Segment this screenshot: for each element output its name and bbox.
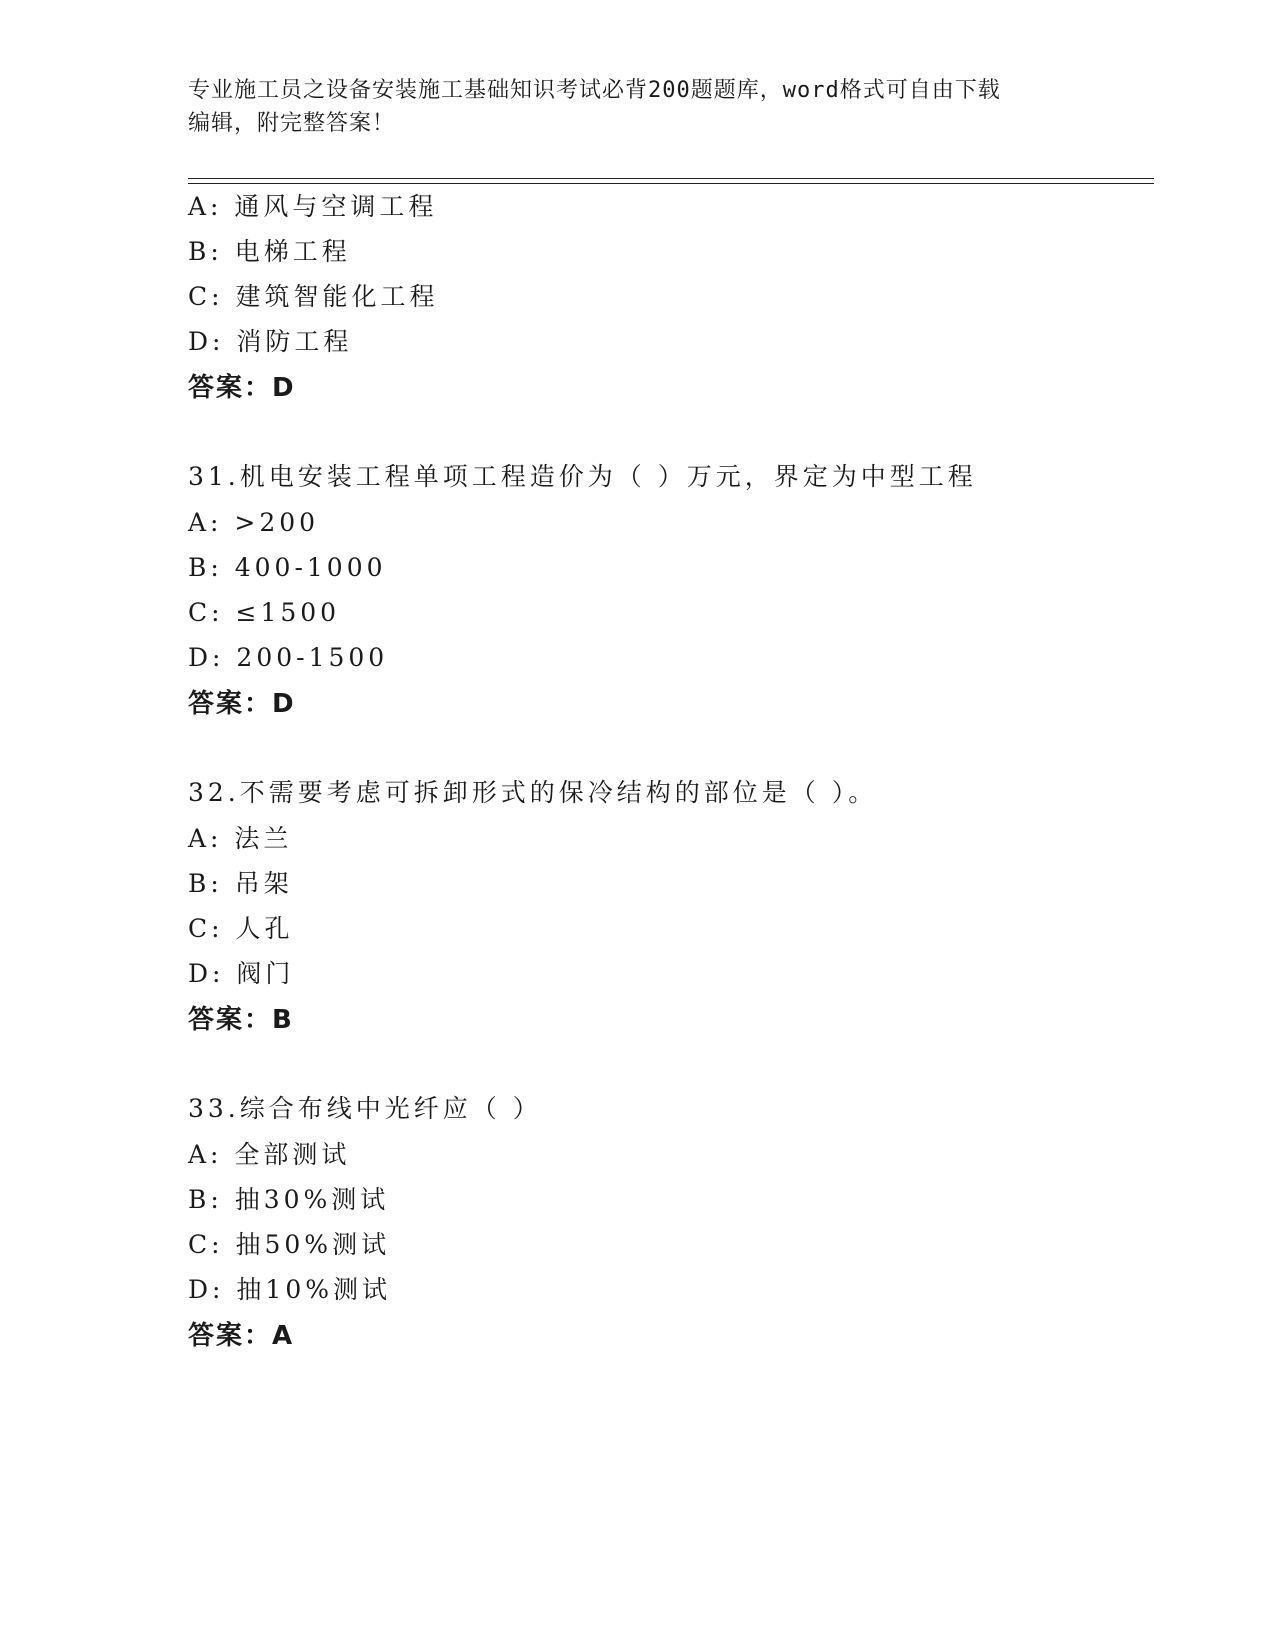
q31-answer: 答案：D [188, 689, 296, 719]
q30-answer: 答案：D [188, 373, 296, 403]
q32-option-b: B: 吊架 [188, 869, 293, 898]
q33-option-d: D: 抽10%测试 [188, 1275, 391, 1304]
q33-option-a: A: 全部测试 [188, 1140, 351, 1169]
q32-stem: 32.不需要考虑可拆卸形式的保冷结构的部位是（ ）。 [188, 778, 878, 807]
header-title-line-1: 专业施工员之设备安装施工基础知识考试必背200题题库，word格式可自由下载 [188, 78, 1001, 103]
q31-option-a: A: >200 [188, 508, 320, 537]
q31-option-c: C: ≤1500 [188, 598, 341, 627]
q30-option-b: B: 电梯工程 [188, 237, 351, 266]
q33-answer: 答案：A [188, 1321, 295, 1351]
header-divider-bottom [188, 183, 1154, 184]
q30-option-c: C: 建筑智能化工程 [188, 282, 439, 311]
q33-stem: 33.综合布线中光纤应（ ） [188, 1094, 542, 1123]
q32-option-d: D: 阀门 [188, 959, 295, 988]
q30-option-d: D: 消防工程 [188, 327, 353, 356]
document-header [188, 74, 1078, 140]
header-divider-top [188, 178, 1154, 179]
q33-option-c: C: 抽50%测试 [188, 1230, 391, 1259]
q31-stem: 31.机电安装工程单项工程造价为（ ）万元，界定为中型工程 [188, 462, 977, 491]
q32-option-c: C: 人孔 [188, 914, 294, 943]
header-title-line-2: 编辑，附完整答案！ [188, 111, 396, 136]
q32-option-a: A: 法兰 [188, 824, 293, 853]
q33-option-b: B: 抽30%测试 [188, 1185, 390, 1214]
q31-option-d: D: 200-1500 [188, 643, 389, 672]
q30-option-a: A: 通风与空调工程 [188, 192, 438, 221]
q31-option-b: B: 400-1000 [188, 553, 387, 582]
q32-answer: 答案：B [188, 1005, 294, 1035]
